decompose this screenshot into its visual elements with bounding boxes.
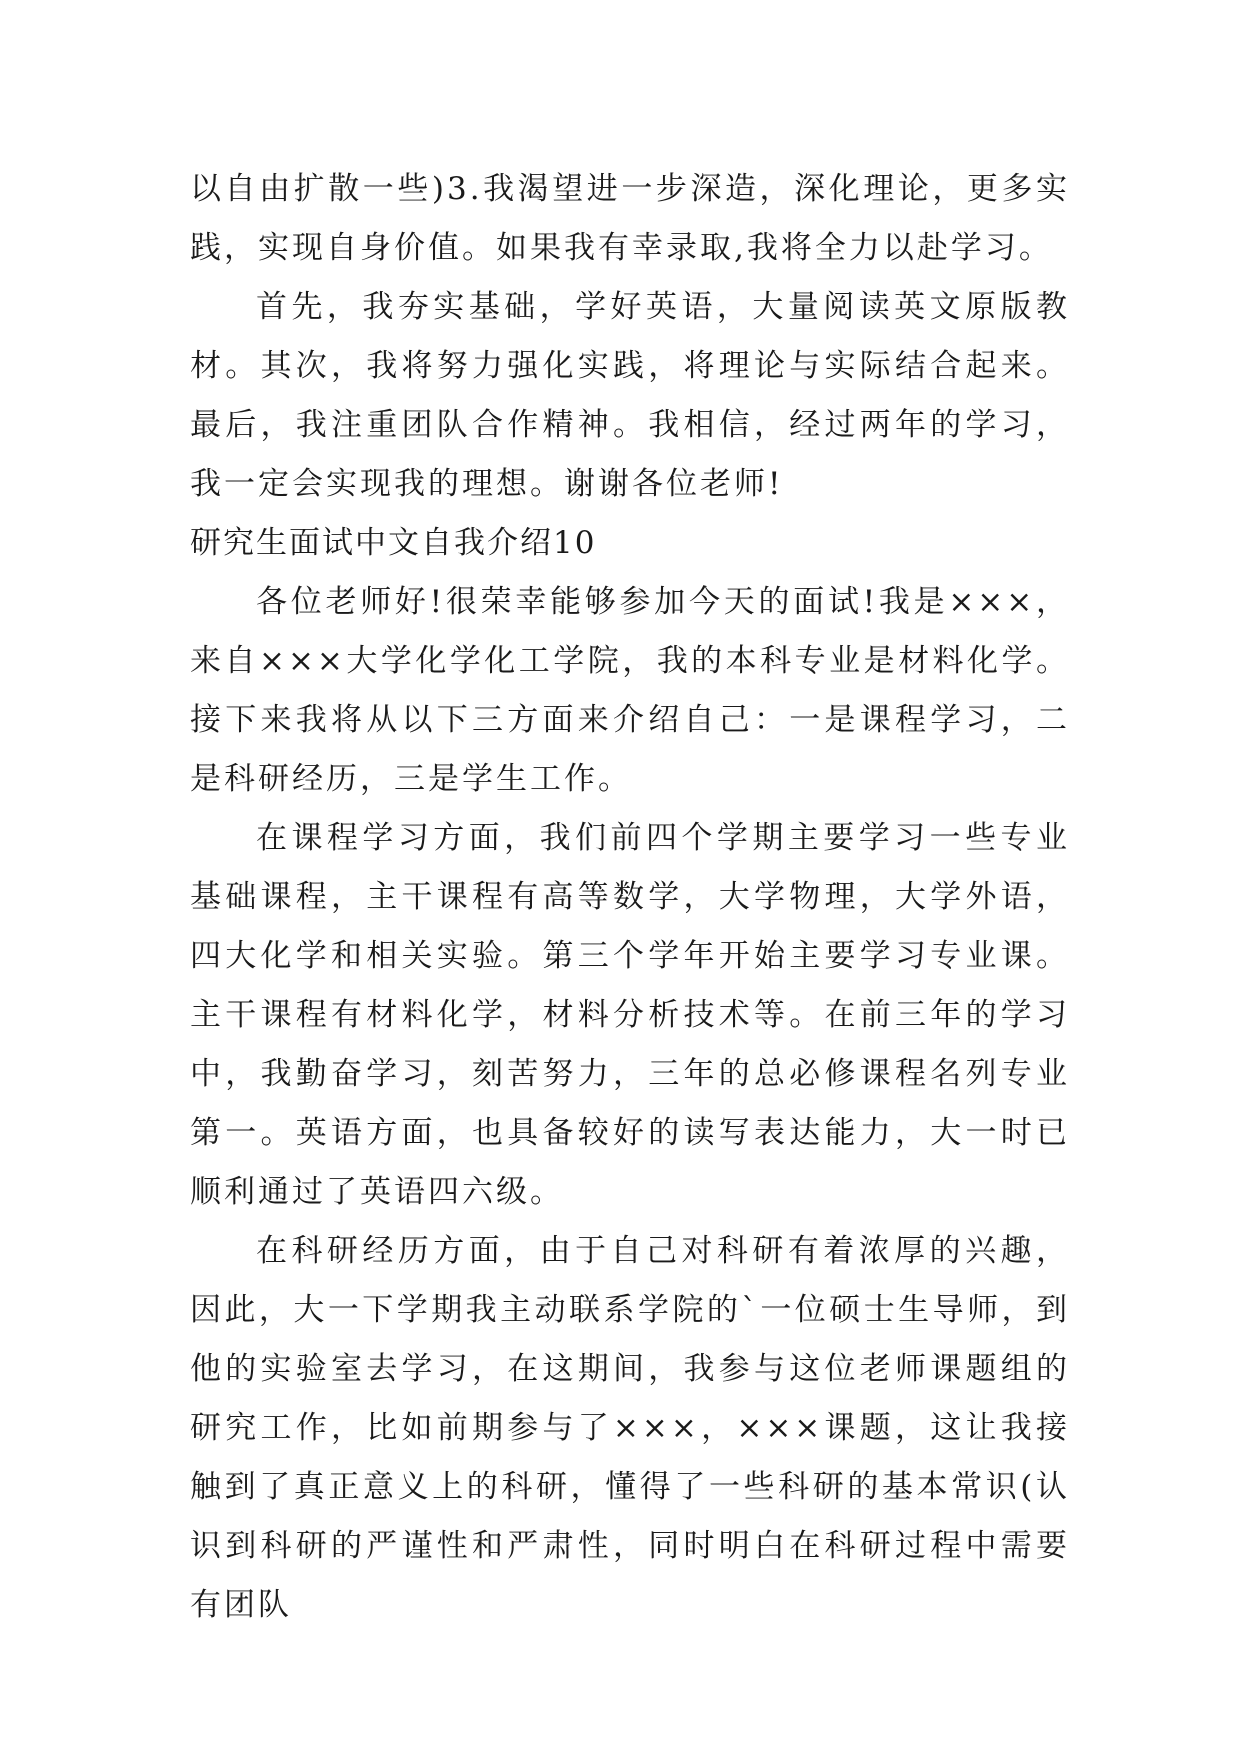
paragraph-coursework: 在课程学习方面，我们前四个学期主要学习一些专业基础课程，主干课程有高等数学，大学物理，大学外语，四大化学和相关实验。第三个学年开始主要学习专业课。主干课程有材料化学，材料分析技术等。在前三年的学习中，我勤奋学习，刻苦努力，三年的总必修课程名列专业第一。英语方面，也具备较好的读写表达能力，大一时已顺利通过了英语四六级。 [190, 820, 1070, 1210]
section-heading: 研究生面试中文自我介绍10 [190, 525, 597, 561]
document-body [190, 160, 1070, 1635]
paragraph-greeting: 各位老师好!很荣幸能够参加今天的面试!我是×××，来自×××大学化学化工学院，我的本科专业是材料化学。接下来我将从以下三方面来介绍自己：一是课程学习，二是科研经历，三是学生工作。 [190, 584, 1070, 797]
paragraph-closing: 首先，我夯实基础，学好英语，大量阅读英文原版教材。其次，我将努力强化实践，将理论与实际结合起来。最后，我注重团队合作精神。我相信，经过两年的学习，我一定会实现我的理想。谢谢各位老师! [190, 289, 1070, 502]
paragraph-continued: 以自由扩散一些)3.我渴望进一步深造，深化理论，更多实践，实现自身价值。如果我有幸录取,我将全力以赴学习。 [190, 171, 1070, 266]
paragraph-research: 在科研经历方面，由于自己对科研有着浓厚的兴趣，因此，大一下学期我主动联系学院的`一位硕士生导师，到他的实验室去学习，在这期间，我参与这位老师课题组的研究工作，比如前期参与了×××，×××课题，这让我接触到了真正意义上的科研，懂得了一些科研的基本常识(认识到科研的严谨性和严肃性，同时明白在科研过程中需要有团队 [190, 1233, 1070, 1623]
